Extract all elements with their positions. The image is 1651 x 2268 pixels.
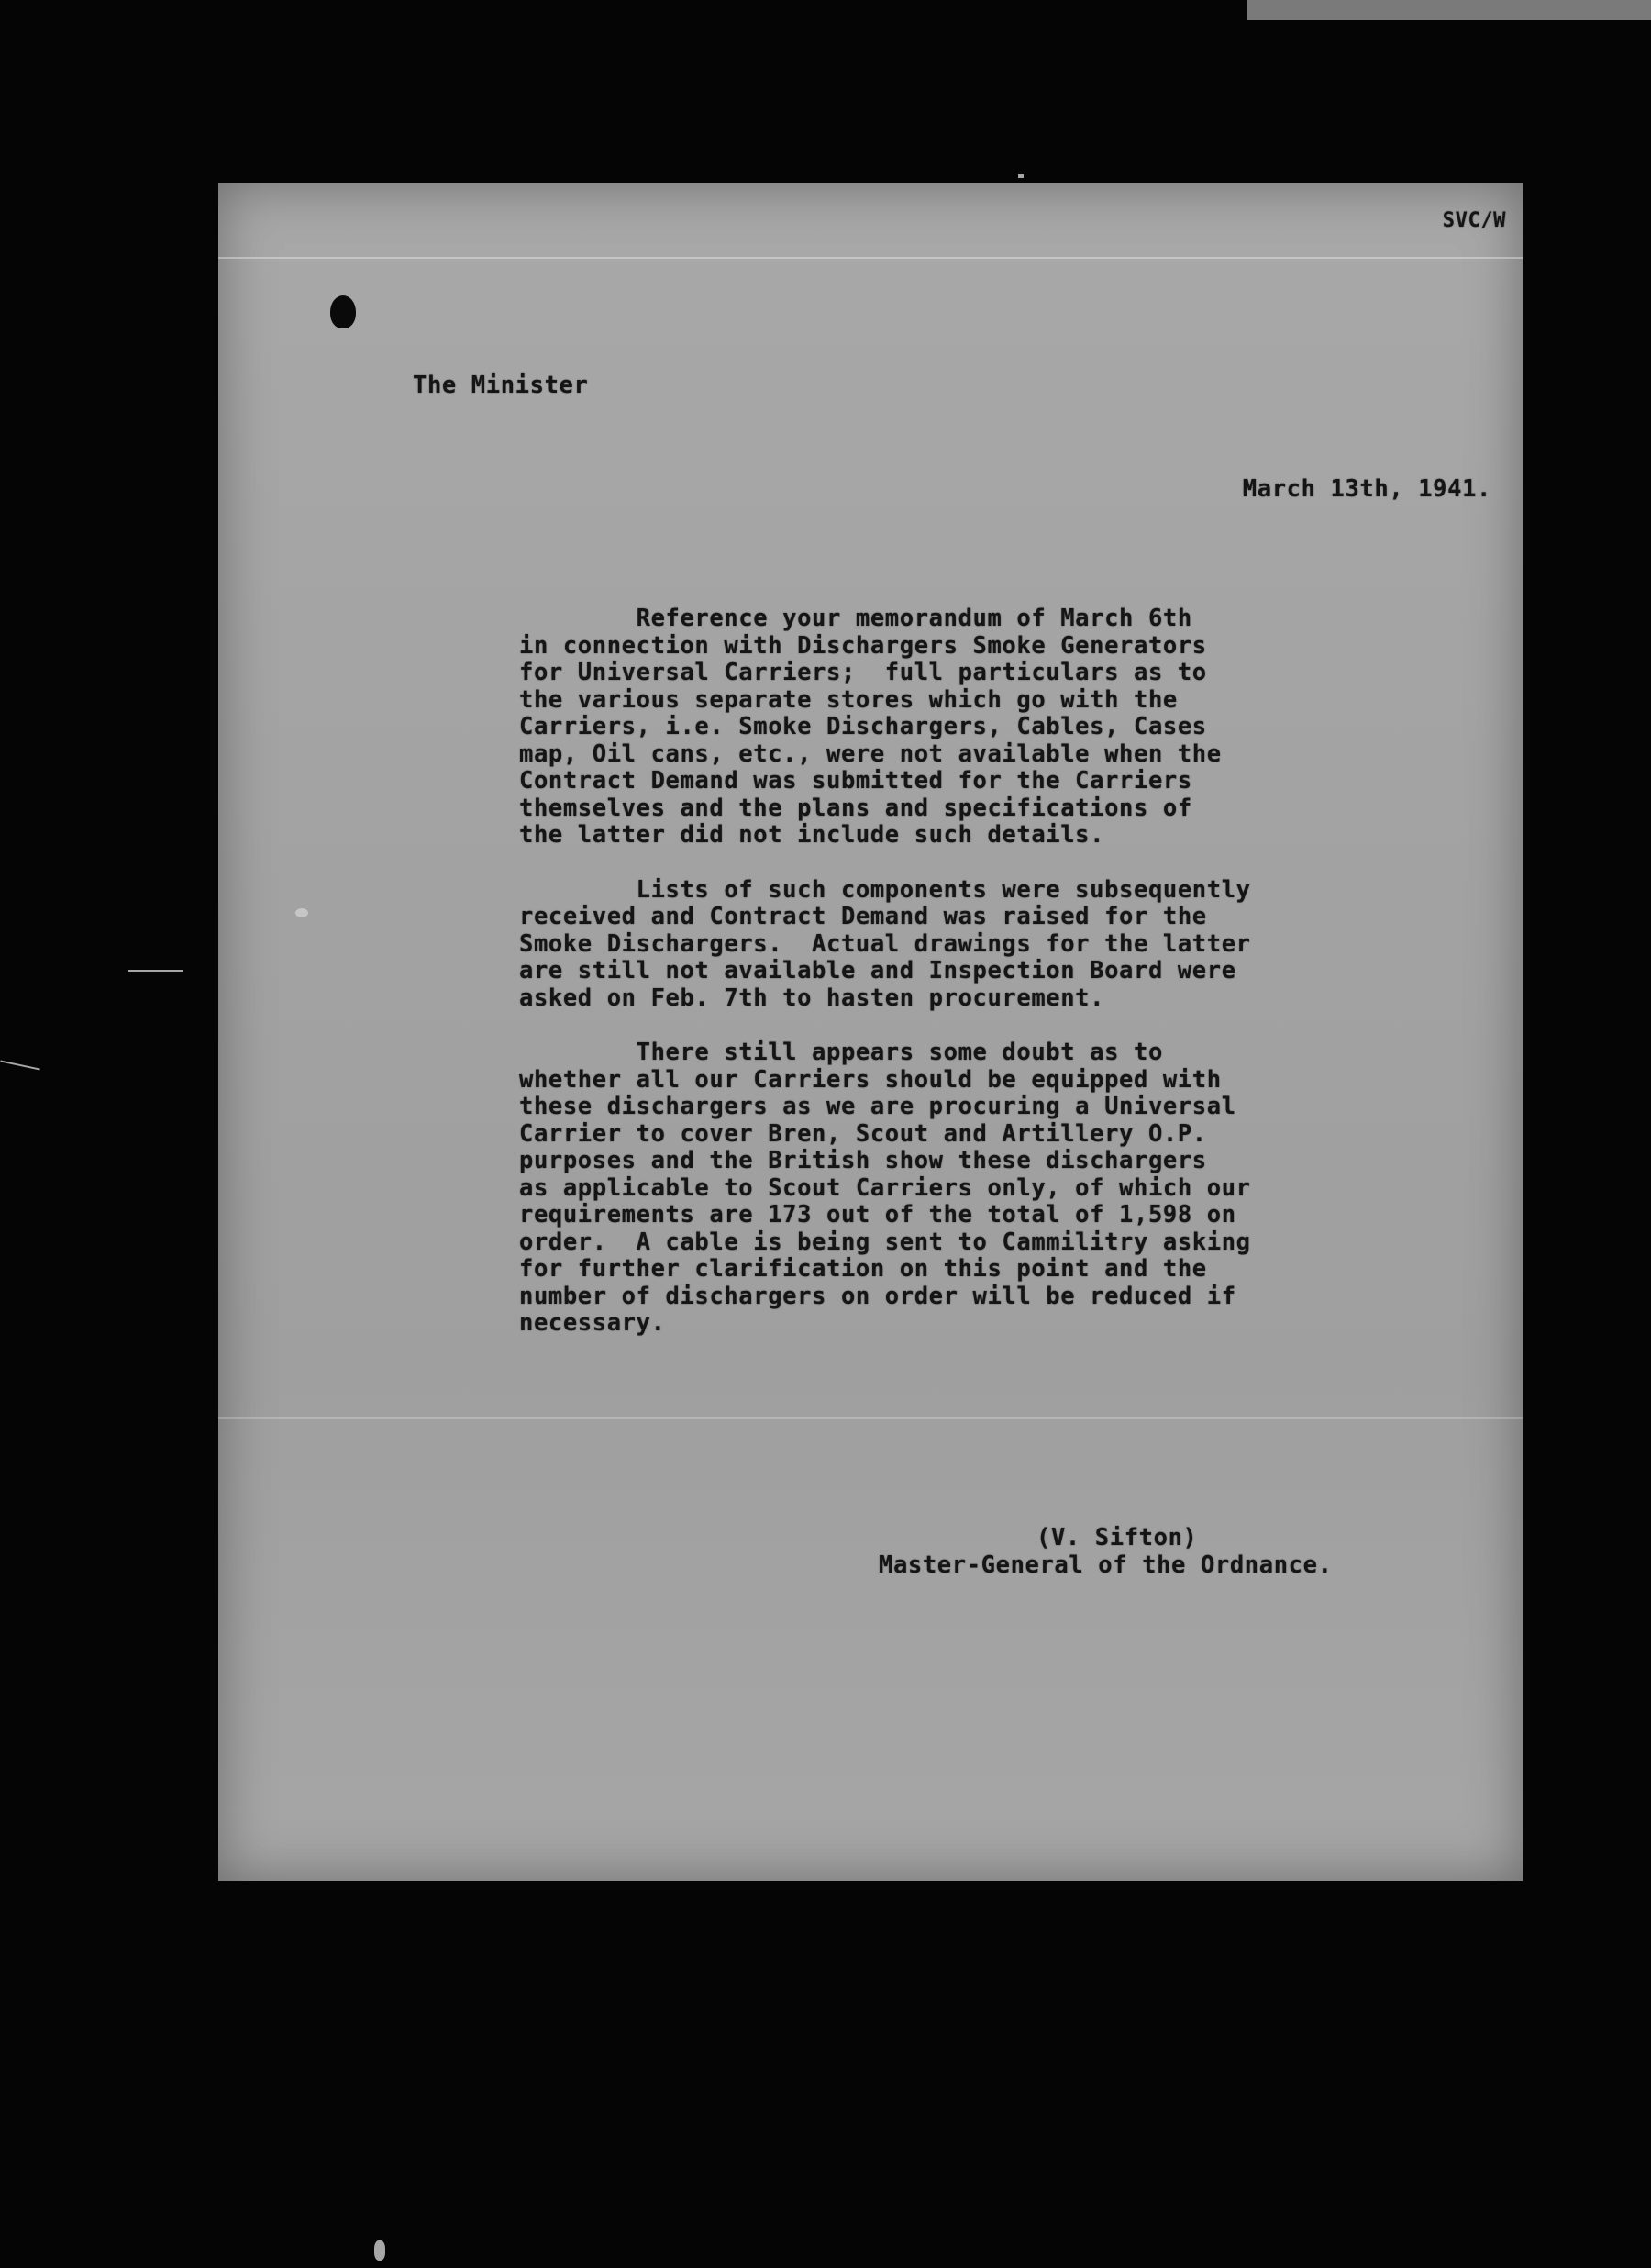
signatory-name: (V. Sifton) [1036,1524,1198,1551]
body-paragraph: Lists of such components were subsequently received and Contract Demand was raised for the Smoke Dischargers. Actual drawings for the latter are still not available and Inspection Board were asked on Feb. 7th to hasten procurement. [519,875,1251,1012]
letter-body [519,606,1482,1365]
signature-block [879,1525,1333,1579]
body-paragraph: Reference your memorandum of March 6th in connection with Dischargers Smoke Generators for Universal Carriers; full particulars as to the various separate stores which go with the Carriers, i.e. Smoke Dischargers, Cables, Cases map, Oil cans, etc., were not available when the Contract Demand was submitted for the Carriers themselves and the plans and specifications of the latter did not include such details. [519,605,1222,849]
scan-speck [1018,174,1024,178]
scan-edge-strip [1247,0,1651,20]
fold-line [218,1418,1523,1419]
body-paragraph: There still appears some doubt as to whether all our Carriers should be equipped with these dischargers as we are procuring a Universal Carrier to cover Bren, Scout and Artillery O.P. purposes and the British show these dischargers as applicable to Scout Carriers only, of which our requirements are 173 out of the total of 1,598 on order. A cable is being sent to Cammilitry asking for further clarification on this point and the number of dischargers on order will be reduced if necessary. [519,1039,1251,1337]
fold-line [218,257,1523,259]
letter-sheet [218,183,1523,1881]
signatory-title: Master-General of the Ordnance. [879,1551,1333,1579]
scan-speck [128,970,183,972]
scan-speck [0,1060,39,1070]
file-reference: SVC/W [1442,209,1506,232]
punch-hole [330,295,356,328]
addressee: The Minister [413,372,589,399]
scan-speck [295,908,308,917]
scan-speck [374,2240,385,2261]
letter-date: March 13th, 1941. [1242,475,1491,503]
